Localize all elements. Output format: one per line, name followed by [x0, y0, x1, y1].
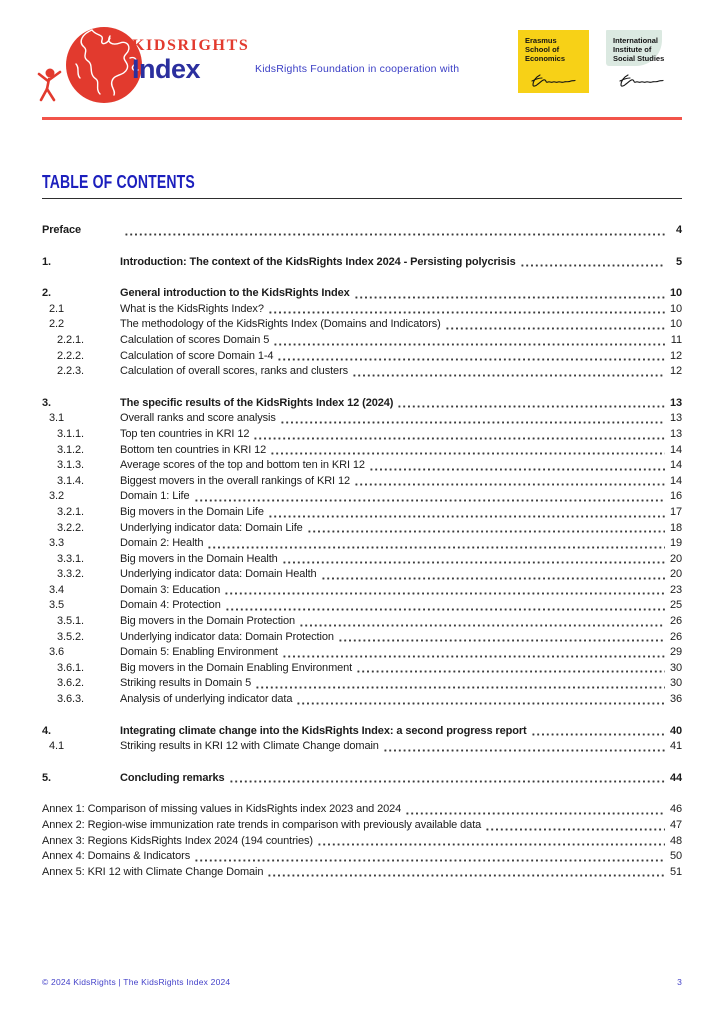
toc-entry-number: 3.6.2.	[57, 677, 84, 690]
toc-entry-number: 3.	[42, 396, 51, 409]
toc-entry-page: 10	[669, 287, 682, 300]
toc-entry-label: General introduction to the KidsRights Index	[120, 287, 350, 300]
toc-entry-page: 30	[669, 677, 682, 690]
leader-dots-icon	[299, 624, 665, 627]
toc-entry-label: Concluding remarks	[120, 771, 225, 784]
leader-dots-icon	[255, 686, 665, 689]
toc-entry-label: Big movers in the Domain Life	[120, 505, 264, 518]
toc-entry-page: 13	[669, 427, 682, 440]
toc-entry-label: Bottom ten countries in KRI 12	[120, 443, 267, 456]
brand-index-text: Index	[132, 54, 201, 84]
toc-entry[interactable]	[42, 614, 682, 630]
toc-entry-number: 3.6	[49, 646, 64, 659]
leader-dots-icon	[354, 483, 665, 486]
toc-entry-number: 2.1	[49, 302, 64, 315]
cooperation-text: KidsRights Foundation in cooperation with	[255, 63, 460, 75]
toc-entry-label: Introduction: The context of the KidsRights Index 2024 - Persisting polycrisis	[120, 255, 516, 268]
toc-entry-page: 48	[669, 834, 682, 847]
toc-entry[interactable]	[42, 223, 682, 239]
leader-dots-icon	[282, 561, 665, 564]
toc-entry-page: 47	[669, 819, 682, 831]
toc-entry-page: 10	[669, 302, 682, 315]
leader-dots-icon	[383, 749, 665, 752]
toc-entry-label: Annex 5: KRI 12 with Climate Change Domain	[42, 865, 264, 878]
toc-entry[interactable]	[42, 286, 682, 302]
ese-line1: Erasmus	[525, 36, 557, 45]
erasmus-signature-icon	[530, 73, 576, 89]
toc-entry-page: 5	[675, 255, 682, 268]
page-header	[0, 0, 724, 117]
toc-entry-label: Calculation of score Domain 1-4	[120, 349, 274, 362]
toc-entry-page: 18	[669, 521, 682, 534]
toc-entry-number: 3.3	[49, 537, 64, 550]
toc-entry-label: Domain 5: Enabling Environment	[120, 646, 278, 659]
footer-page-number: 3	[677, 977, 682, 987]
toc-entry[interactable]	[42, 317, 682, 333]
leader-dots-icon	[354, 296, 665, 299]
leader-dots-icon	[268, 515, 665, 518]
toc-entry-label: What is the KidsRights Index?	[120, 302, 264, 315]
leader-dots-icon	[307, 530, 665, 533]
toc-entry-label: Analysis of underlying indicator data	[120, 693, 293, 706]
toc-entry-number: 3.5	[49, 599, 64, 612]
toc-entry-label: The methodology of the KidsRights Index (Domains and Indicators)	[120, 318, 441, 331]
page-title: TABLE OF CONTENTS	[42, 172, 195, 192]
toc-entry[interactable]	[42, 676, 682, 692]
toc-entry-page: 50	[669, 850, 682, 863]
ese-line2: School of	[525, 45, 560, 54]
leader-dots-icon	[194, 859, 665, 862]
iss-line1: International	[613, 36, 659, 45]
international-institute-of-social-studies-logo	[606, 30, 682, 93]
toc-entry-page: 41	[669, 740, 682, 753]
toc-entry[interactable]	[42, 661, 682, 677]
toc-entry-number: 3.5.2.	[57, 630, 84, 643]
toc-entry-page: 10	[669, 318, 682, 331]
toc-entry[interactable]	[42, 349, 682, 365]
leader-dots-icon	[207, 546, 665, 549]
toc-entry-page: 16	[669, 490, 682, 503]
brand-wordmark	[132, 37, 249, 83]
leader-dots-icon	[224, 592, 665, 595]
toc-list	[42, 223, 682, 880]
toc-entry[interactable]	[42, 333, 682, 349]
ese-line3: Economics	[525, 54, 566, 63]
toc-entry-page: 20	[669, 552, 682, 565]
toc-entry-number: 2.2	[49, 318, 64, 331]
toc-entry[interactable]	[42, 849, 682, 865]
toc-entry-number: 3.1.1.	[57, 427, 84, 440]
brand-kidsrights-text: KIDSRIGHTS	[132, 37, 250, 54]
toc-entry[interactable]	[42, 802, 682, 818]
toc-entry-label: Underlying indicator data: Domain Protection	[120, 630, 334, 643]
leader-dots-icon	[124, 233, 665, 236]
toc-entry-page: 14	[669, 474, 682, 487]
erasmus-signature-icon	[618, 73, 664, 89]
toc-entry-label: Domain 1: Life	[120, 490, 190, 503]
leader-dots-icon	[267, 874, 665, 877]
toc-entry-label: Big movers in the Domain Enabling Environment	[120, 661, 353, 674]
leader-dots-icon	[405, 812, 665, 815]
toc-entry-page: 19	[669, 537, 682, 550]
leader-dots-icon	[397, 405, 665, 408]
toc-entry-number: 3.6.3.	[57, 693, 84, 706]
toc-entry-label: Integrating climate change into the KidsRights Index: a second progress report	[120, 724, 527, 737]
toc-entry-page: 12	[669, 365, 682, 378]
toc-entry-page: 44	[669, 771, 682, 784]
toc-entry[interactable]	[42, 567, 682, 583]
toc-entry[interactable]	[42, 818, 682, 834]
toc-entry-label: Big movers in the Domain Protection	[120, 615, 296, 628]
toc-entry[interactable]	[42, 552, 682, 568]
red-divider	[42, 117, 682, 120]
title-section	[42, 172, 682, 199]
toc-entry[interactable]	[42, 458, 682, 474]
toc-entry-label: Underlying indicator data: Domain Life	[120, 521, 303, 534]
toc-entry-page: 30	[669, 661, 682, 674]
heading-underline	[42, 198, 682, 199]
toc-entry[interactable]	[42, 364, 682, 380]
toc-entry[interactable]	[42, 739, 682, 755]
toc-entry-number: 2.2.1.	[57, 333, 84, 346]
toc-entry-page: 14	[669, 459, 682, 472]
toc-entry-number: 2.	[42, 287, 51, 300]
toc-entry-label: Domain 4: Protection	[120, 599, 221, 612]
toc-entry[interactable]	[42, 630, 682, 646]
toc-entry-number: 3.1.3.	[57, 459, 84, 472]
toc-entry[interactable]	[42, 834, 682, 850]
leader-dots-icon	[356, 670, 665, 673]
toc-entry-number: 3.1.2.	[57, 443, 84, 456]
toc-entry-page: 11	[670, 333, 682, 346]
toc-entry-number: 1.	[42, 255, 51, 268]
toc-entry-page: 14	[669, 443, 682, 456]
leader-dots-icon	[338, 639, 665, 642]
ese-logo-text	[525, 36, 584, 63]
toc-entry-label: Overall ranks and score analysis	[120, 412, 276, 425]
toc-entry-page: 23	[669, 583, 682, 596]
toc-entry-page: 20	[669, 568, 682, 581]
toc-entry[interactable]	[42, 474, 682, 490]
toc-entry-page: 4	[675, 224, 682, 236]
toc-entry-number: 3.2	[49, 490, 64, 503]
toc-entry[interactable]	[42, 598, 682, 614]
leader-dots-icon	[531, 733, 665, 736]
toc-entry-number: 2.2.3.	[57, 365, 84, 378]
toc-entry-label: Underlying indicator data: Domain Health	[120, 568, 317, 581]
leader-dots-icon	[229, 780, 665, 783]
leader-dots-icon	[317, 843, 665, 846]
toc-entry-label: Annex 2: Region-wise immunization rate trends in comparison with previously available data	[42, 819, 482, 831]
footer-copyright: © 2024 KidsRights | The KidsRights Index 2024	[42, 977, 231, 987]
toc-entry[interactable]	[42, 536, 682, 552]
toc-entry-label: Domain 2: Health	[120, 537, 204, 550]
iss-line3: Social Studies	[613, 54, 665, 63]
toc-entry[interactable]	[42, 505, 682, 521]
toc-entry[interactable]	[42, 443, 682, 459]
toc-entry[interactable]	[42, 427, 682, 443]
leader-dots-icon	[273, 343, 665, 346]
toc-entry-page: 13	[669, 396, 682, 409]
toc-entry[interactable]	[42, 521, 682, 537]
toc-entry-number: 5.	[42, 771, 51, 784]
toc-entry-label: Annex 1: Comparison of missing values in KidsRights index 2023 and 2024	[42, 803, 402, 816]
toc-entry-number: 3.1.4.	[57, 474, 84, 487]
toc-entry[interactable]	[42, 411, 682, 427]
toc-entry-page: 26	[669, 630, 682, 643]
toc-entry-label: Big movers in the Domain Health	[120, 552, 278, 565]
toc-entry-number: 4.1	[49, 740, 64, 753]
leader-dots-icon	[194, 499, 665, 502]
erasmus-school-of-economics-logo	[518, 30, 589, 93]
toc-entry-page: 17	[669, 505, 682, 518]
toc-entry-page: 26	[669, 615, 682, 628]
leader-dots-icon	[225, 608, 665, 611]
toc-entry-label: Top ten countries in KRI 12	[120, 427, 250, 440]
toc-entry-label: Domain 3: Education	[120, 583, 221, 596]
toc-entry-number: 3.1	[49, 412, 64, 425]
toc-entry-label: Annex 4: Domains & Indicators	[42, 850, 191, 863]
toc-entry-label: Annex 3: Regions KidsRights Index 2024 (194 countries)	[42, 834, 313, 847]
toc-entry[interactable]	[42, 865, 682, 881]
toc-entry-label: Preface	[42, 224, 82, 236]
leader-dots-icon	[277, 358, 665, 361]
toc-entry-number: 3.2.1.	[57, 505, 84, 518]
toc-entry-label: Striking results in KRI 12 with Climate Change domain	[120, 740, 379, 753]
toc-entry-page: 29	[669, 646, 682, 659]
toc-entry-number: 2.2.2.	[57, 349, 84, 362]
iss-line2: Institute of	[613, 45, 652, 54]
toc-entry-page: 36	[669, 693, 682, 706]
leader-dots-icon	[253, 437, 665, 440]
toc-entry-number: 3.6.1.	[57, 661, 84, 674]
toc-entry-number: 3.2.2.	[57, 521, 84, 534]
leader-dots-icon	[270, 452, 665, 455]
leader-dots-icon	[352, 374, 665, 377]
toc-entry[interactable]	[42, 396, 682, 412]
toc-entry-page: 51	[669, 865, 682, 878]
toc-entry-page: 40	[669, 724, 682, 737]
toc-entry[interactable]	[42, 255, 682, 271]
toc-entry-number: 3.3.1.	[57, 552, 84, 565]
toc-entry-number: 3.3.2.	[57, 568, 84, 581]
toc-entry-label: The specific results of the KidsRights Index 12 (2024)	[120, 396, 394, 409]
toc-entry-label: Calculation of scores Domain 5	[120, 333, 270, 346]
toc-entry-label: Biggest movers in the overall rankings of KRI 12	[120, 474, 350, 487]
toc-entry-label: Average scores of the top and bottom ten in KRI 12	[120, 459, 365, 472]
iss-logo-text	[613, 36, 677, 63]
toc-entry[interactable]	[42, 302, 682, 318]
toc-entry[interactable]	[42, 692, 682, 708]
toc-entry[interactable]	[42, 489, 682, 505]
toc-entry-page: 25	[669, 599, 682, 612]
toc-entry-page: 13	[669, 412, 682, 425]
toc-entry-number: 3.4	[49, 583, 64, 596]
toc-entry[interactable]	[42, 583, 682, 599]
toc-entry[interactable]	[42, 645, 682, 661]
leader-dots-icon	[485, 828, 665, 831]
toc-entry-page: 12	[669, 349, 682, 362]
leader-dots-icon	[321, 577, 665, 580]
toc-entry-number: 4.	[42, 724, 51, 737]
toc-entry-label: Striking results in Domain 5	[120, 677, 252, 690]
leader-dots-icon	[268, 311, 665, 314]
leader-dots-icon	[282, 655, 665, 658]
leader-dots-icon	[280, 421, 665, 424]
kidsrights-globe-logo-icon	[36, 24, 146, 115]
leader-dots-icon	[369, 468, 665, 471]
toc-entry-label: Calculation of overall scores, ranks and clusters	[120, 365, 349, 378]
leader-dots-icon	[296, 702, 665, 705]
toc-entry[interactable]	[42, 724, 682, 740]
toc-entry-number: 3.5.1.	[57, 615, 84, 628]
leader-dots-icon	[445, 327, 665, 330]
leader-dots-icon	[520, 264, 665, 267]
toc-entry-page: 46	[669, 803, 682, 816]
toc-entry[interactable]	[42, 771, 682, 787]
page-footer	[42, 977, 682, 987]
